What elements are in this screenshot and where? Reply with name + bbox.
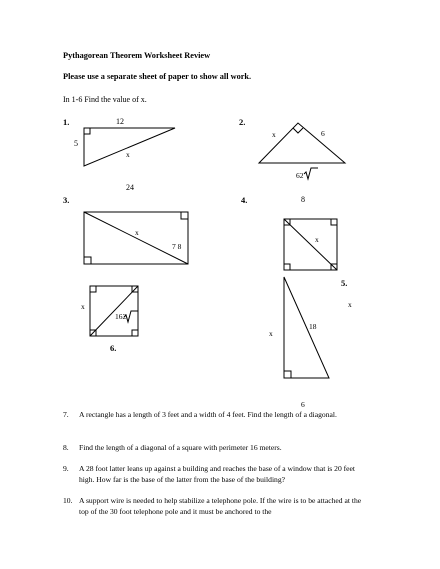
problem-2-left-label: x <box>272 130 276 139</box>
problem-6-left-label: x <box>81 302 85 311</box>
problem-1-left-label: 5 <box>74 139 78 148</box>
figure-5-triangle <box>284 277 329 378</box>
problem-1-number: 1. <box>63 117 70 127</box>
figure-3-rectangle <box>84 212 188 264</box>
problem-4-diag-label: x <box>315 235 319 244</box>
problem-2-right-label: 6 <box>321 129 325 138</box>
problem-1-top-label: 12 <box>116 117 124 126</box>
figure-1-triangle <box>84 128 175 166</box>
problem-7-text: A rectangle has a length of 3 feet and a width of 4 feet. Find the length of a diagonal. <box>79 410 337 419</box>
problem-9 <box>63 464 373 488</box>
problem-9-text: A 28 foot latter leans up against a building and reaches the base of a window that is 20 feet high. How far is the base of the latter from the base of the building? <box>79 464 356 484</box>
worksheet-title: Pythagorean Theorem Worksheet Review <box>63 51 211 60</box>
problem-2-base-label: 62 <box>296 171 304 180</box>
problem-6-diag-label: 162 <box>115 312 127 321</box>
problem-7-number: 7. <box>63 410 69 419</box>
problem-10 <box>63 496 373 520</box>
problem-2-number: 2. <box>239 117 246 127</box>
problem-3-number: 3. <box>63 195 70 205</box>
problem-5-side-x-label: x <box>348 300 352 309</box>
problem-10-text: A support wire is needed to help stabilize a telephone pole. If the wire is to be attached at the top of the 30 foot telephone pole and it must be anchored to the <box>79 496 362 516</box>
problem-3-top-label: 24 <box>126 183 134 192</box>
instruction-text: Please use a separate sheet of paper to show all work. <box>63 72 252 81</box>
problem-4-number: 4. <box>241 195 248 205</box>
figure-2-triangle <box>259 123 345 163</box>
subinstruction-text: In 1-6 Find the value of x. <box>63 95 147 104</box>
problem-10-number: 10. <box>63 496 73 505</box>
problem-8-number: 8. <box>63 443 69 452</box>
problem-8 <box>63 443 373 457</box>
problem-5-hyp-label: 18 <box>309 322 317 331</box>
figure-4-square <box>284 219 337 270</box>
problem-3-diag-label: x <box>135 228 139 237</box>
problem-9-number: 9. <box>63 464 69 473</box>
radical-icon <box>304 168 318 179</box>
problem-5-bottom-label: 6 <box>301 400 305 409</box>
problem-5-left-label: x <box>269 329 273 338</box>
problem-1-hyp-label: x <box>126 150 130 159</box>
problem-5-number: 5. <box>341 278 348 288</box>
problem-3-right-label: 7 8 <box>172 242 182 251</box>
problem-4-top-label: 8 <box>301 195 305 204</box>
problem-6-number: 6. <box>110 343 117 353</box>
problem-8-text: Find the length of a diagonal of a square with perimeter 16 meters. <box>79 443 282 452</box>
problem-7 <box>63 410 373 434</box>
